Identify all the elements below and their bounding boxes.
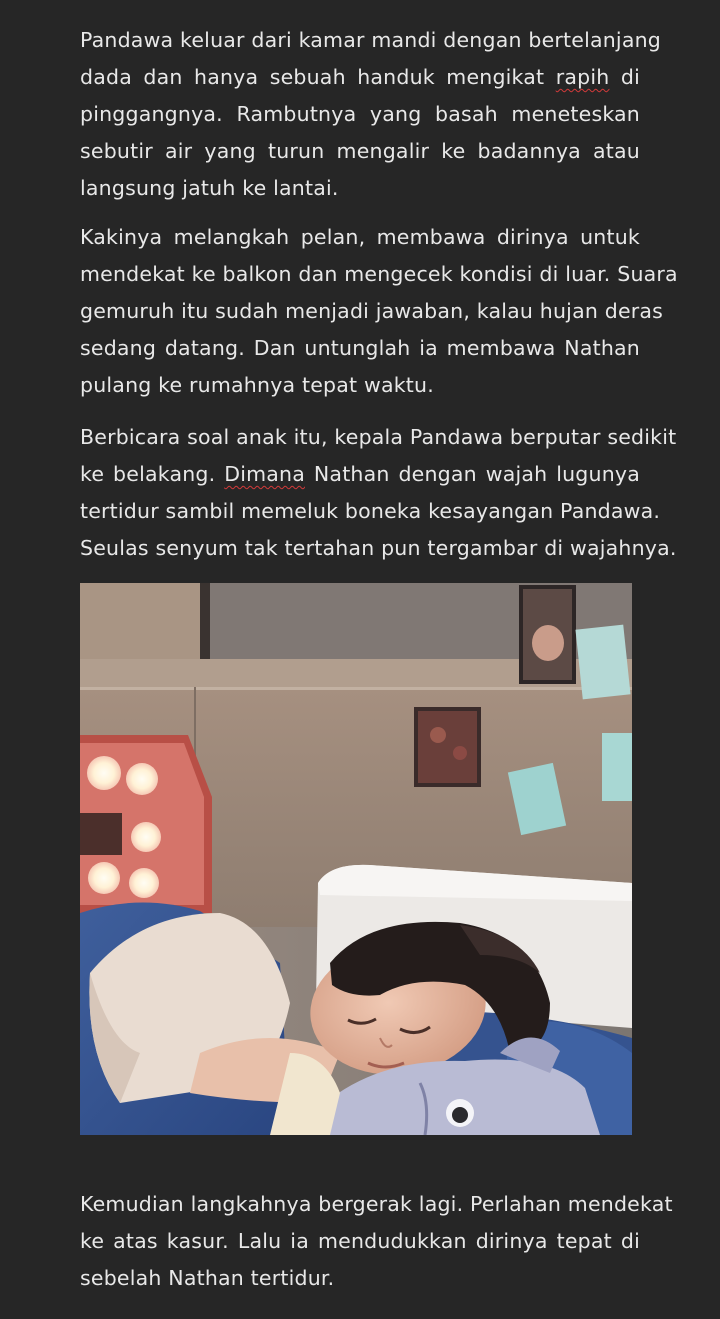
text-segment: tertidur sambil memeluk boneka kesayangan Pandawa.	[80, 499, 661, 523]
text-segment: ke atas kasur. Lalu ia mendudukkan dirinya tepat di	[80, 1229, 640, 1253]
text-segment: sebutir air yang turun mengalir ke badannya atau	[80, 139, 640, 163]
paragraph-3	[80, 419, 677, 567]
text-segment: langsung jatuh ke lantai.	[80, 176, 339, 200]
text-segment: dada dan hanya sebuah handuk mengikat	[80, 65, 556, 89]
text-line	[80, 59, 640, 96]
text-line	[80, 256, 678, 293]
text-segment: pinggangnya. Rambutnya yang basah meneteskan	[80, 102, 640, 126]
text-line	[80, 367, 640, 404]
text-line	[80, 1223, 640, 1260]
text-line	[80, 493, 661, 530]
text-segment: sebelah Nathan tertidur.	[80, 1266, 335, 1290]
spellcheck-word: Dimana	[224, 462, 305, 486]
text-line	[80, 1260, 640, 1297]
text-segment: Pandawa keluar dari kamar mandi dengan bertelanjang	[80, 28, 661, 52]
text-line	[80, 133, 640, 170]
text-segment: Berbicara soal anak itu, kepala Pandawa berputar sedikit	[80, 425, 677, 449]
text-line	[80, 419, 677, 456]
text-line	[80, 330, 640, 367]
text-segment: Kakinya melangkah pelan, membawa dirinya untuk	[80, 225, 640, 249]
text-line	[80, 1186, 673, 1223]
text-segment: Nathan dengan wajah lugunya	[305, 462, 640, 486]
text-segment: sedang datang. Dan untunglah ia membawa Nathan	[80, 336, 640, 360]
text-line	[80, 456, 640, 493]
paragraph-4	[80, 1186, 673, 1297]
text-line	[80, 293, 664, 330]
text-segment: mendekat ke balkon dan mengecek kondisi di luar. Suara	[80, 262, 678, 286]
text-line	[80, 170, 640, 207]
photo-sleeping-boy	[80, 583, 632, 1135]
text-segment: gemuruh itu sudah menjadi jawaban, kalau hujan deras	[80, 299, 664, 323]
spellcheck-word: rapih	[555, 65, 610, 89]
text-segment: ke belakang.	[80, 462, 225, 486]
text-segment: Seulas senyum tak tertahan pun tergambar di wajahnya.	[80, 536, 677, 560]
text-line	[80, 22, 661, 59]
paragraph-2	[80, 219, 678, 404]
text-segment: di	[609, 65, 640, 89]
text-segment: pulang ke rumahnya tepat waktu.	[80, 373, 434, 397]
paragraph-1	[80, 22, 661, 207]
text-line	[80, 96, 640, 133]
text-segment: Kemudian langkahnya bergerak lagi. Perlahan mendekat	[80, 1192, 673, 1216]
text-line	[80, 530, 677, 567]
text-line	[80, 219, 640, 256]
